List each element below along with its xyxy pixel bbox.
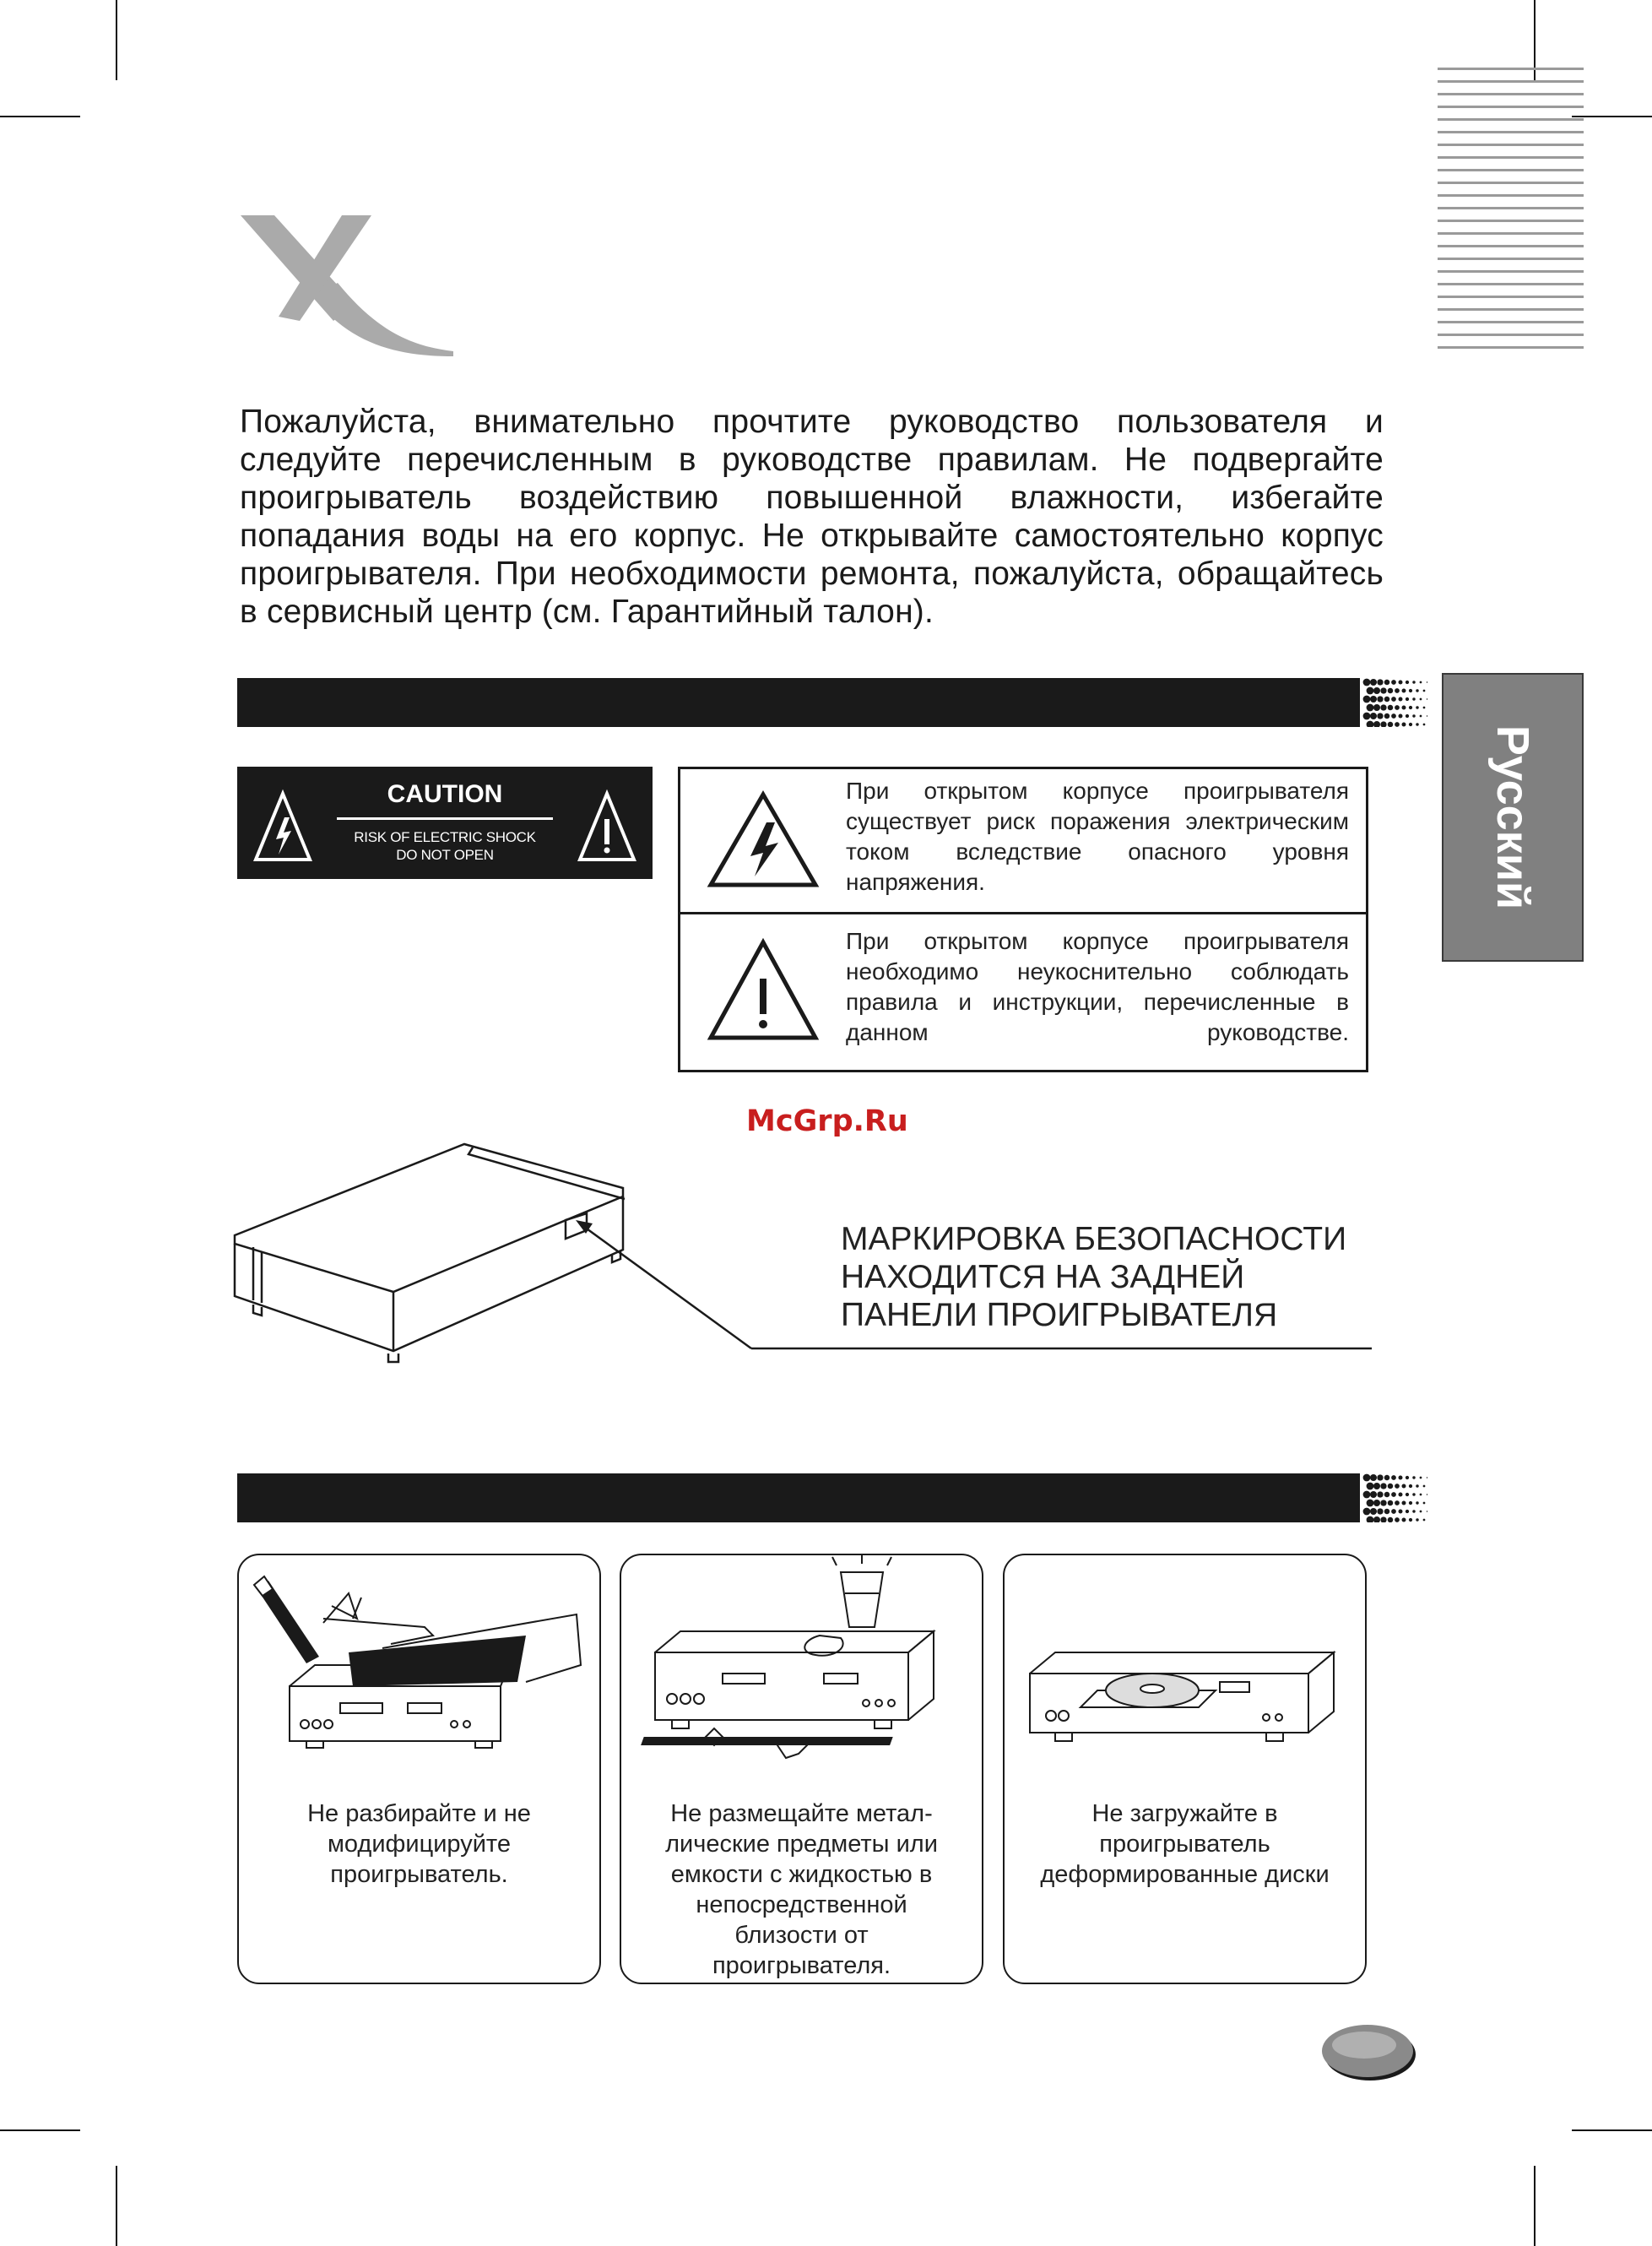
halftone-dot <box>1416 723 1418 725</box>
halftone-dot <box>1367 1483 1374 1490</box>
stripe-line <box>1438 118 1584 121</box>
safety-marking-note <box>841 1220 1373 1334</box>
halftone-dot <box>1363 1508 1371 1516</box>
lightning-warning-icon <box>252 782 313 866</box>
halftone-dot <box>1377 1491 1383 1497</box>
card-caption-line: емкости с жидкостью в <box>670 1861 933 1888</box>
halftone-dot <box>1380 1516 1386 1522</box>
stripe-line <box>1438 182 1584 184</box>
stripe-line <box>1438 156 1584 159</box>
intro-paragraph: Пожалуйста, внимательно прочтите руководство пользователя и следуйте перечисленным в руководстве правилам. Не подвергайте проигрыватель воздействию повышенной влажности, избегайте попадания воды на его корпус. Не открывайте самостоятельно корпус проигрывателя. При необходимости ремонта, пожалуйста, обращайтесь в сервисный центр (см. Гарантийный талон). <box>240 404 1384 630</box>
halftone-dot <box>1363 1474 1371 1482</box>
halftone-dot <box>1399 1493 1403 1497</box>
halftone-dot <box>1380 721 1386 727</box>
halftone-dot <box>1412 697 1415 700</box>
crop-mark <box>116 2166 117 2246</box>
halftone-dot <box>1420 1477 1422 1479</box>
halftone-dot <box>1373 704 1380 711</box>
crop-mark <box>1572 2129 1652 2131</box>
halftone-dot <box>1370 713 1377 719</box>
halftone-dot <box>1406 1510 1409 1513</box>
halftone-dot <box>1406 681 1409 684</box>
halftone-dot <box>1395 705 1400 710</box>
halftone-dot <box>1412 1476 1415 1478</box>
halftone-dot <box>1402 689 1406 693</box>
halftone-dot <box>1399 697 1403 702</box>
language-tab-label: Русский <box>1487 724 1538 910</box>
halftone-dot <box>1391 697 1396 702</box>
halftone-dot <box>1373 1483 1380 1489</box>
halftone-dot <box>1395 1484 1400 1489</box>
halftone-dot <box>1384 1492 1390 1498</box>
halftone-dot <box>1370 1491 1377 1498</box>
stripe-line <box>1438 346 1584 349</box>
halftone-dot <box>1420 681 1422 684</box>
precaution-card-discs <box>1003 1554 1367 1984</box>
halftone-dot <box>1373 687 1380 694</box>
halftone-dot <box>1412 1510 1415 1512</box>
halftone-dot <box>1409 689 1412 692</box>
halftone-dot <box>1363 713 1371 720</box>
halftone-dot <box>1373 721 1380 727</box>
halftone-dot <box>1406 714 1409 718</box>
halftone-dot <box>1406 1493 1409 1496</box>
halftone-dot <box>1409 1484 1412 1488</box>
card-caption-line: деформированные диски <box>1040 1861 1330 1888</box>
halftone-dot <box>1420 1494 1422 1496</box>
halftone-dot <box>1388 1517 1394 1522</box>
stripe-line <box>1438 258 1584 260</box>
card-caption-line: Не загружайте в <box>1091 1800 1278 1827</box>
halftone-dot <box>1423 1519 1426 1522</box>
halftone-dot <box>1412 714 1415 717</box>
liquid-metal-illustration <box>621 1555 982 1775</box>
caution-title: CAUTION <box>387 780 503 808</box>
halftone-dot <box>1402 706 1406 710</box>
halftone-dot <box>1416 1518 1418 1521</box>
halftone-dot <box>1391 1509 1396 1514</box>
stripe-line <box>1438 80 1584 83</box>
halftone-dot <box>1377 696 1383 702</box>
card-caption <box>630 1798 973 1981</box>
stripe-line <box>1438 169 1584 171</box>
halftone-dot <box>1409 706 1412 709</box>
halftone-dot <box>1380 704 1386 710</box>
halftone-dot <box>1416 1484 1418 1487</box>
stripe-line <box>1438 296 1584 298</box>
marking-line: НАХОДИТСЯ НА ЗАДНЕЙ <box>841 1259 1245 1295</box>
halftone-dot <box>1380 1483 1386 1489</box>
crop-mark <box>116 0 117 80</box>
stripe-line <box>1438 232 1584 235</box>
halftone-dot <box>1388 688 1394 694</box>
halftone-dot <box>1406 1476 1409 1479</box>
halftone-dot <box>1399 714 1403 719</box>
halftone-dot <box>1377 679 1383 685</box>
halftone-dot <box>1412 1493 1415 1495</box>
halftone-dot <box>1367 1500 1374 1507</box>
halftone-dot <box>1420 698 1422 701</box>
section-header-bar <box>237 1473 1427 1522</box>
card-caption-line: модифицируйте <box>327 1831 511 1858</box>
halftone-dot <box>1367 687 1374 695</box>
marking-line: МАРКИРОВКА БЕЗОПАСНОСТИ <box>841 1221 1347 1257</box>
halftone-dot <box>1391 1475 1396 1480</box>
precaution-card-liquids <box>620 1554 983 1984</box>
halftone-dot <box>1367 704 1374 712</box>
halftone-dot <box>1370 696 1377 703</box>
watermark: McGrp.Ru <box>746 1104 908 1138</box>
halftone-dot <box>1363 696 1371 703</box>
halftone-dot <box>1402 1518 1406 1522</box>
halftone-dot <box>1420 715 1422 718</box>
halftone-dot <box>1409 1518 1412 1522</box>
halftone-dot <box>1412 681 1415 683</box>
halftone-dot <box>1395 722 1400 727</box>
halftone-dot <box>1388 705 1394 711</box>
warnings-table <box>678 767 1368 1072</box>
card-caption-line: близости от <box>734 1922 869 1949</box>
halftone-dot <box>1402 1484 1406 1489</box>
halftone-dot <box>1391 680 1396 685</box>
stripe-line <box>1438 308 1584 311</box>
caution-label <box>237 767 653 879</box>
precaution-card-disassemble <box>237 1554 601 1984</box>
card-caption-line: непосредственной <box>696 1891 907 1918</box>
stripe-line <box>1438 334 1584 336</box>
halftone-dot <box>1373 1500 1380 1506</box>
halftone-dot <box>1406 697 1409 701</box>
crop-mark <box>1572 116 1652 117</box>
stripe-line <box>1438 283 1584 285</box>
halftone-dot <box>1402 1501 1406 1505</box>
halftone-dot <box>1380 1500 1386 1505</box>
halftone-dot <box>1373 1516 1380 1522</box>
marking-line: ПАНЕЛИ ПРОИГРЫВАТЕЛЯ <box>841 1297 1278 1333</box>
halftone-dot <box>1370 1474 1377 1481</box>
stripe-line <box>1438 321 1584 323</box>
halftone-dot <box>1402 723 1406 727</box>
halftone-dot <box>1388 1500 1394 1506</box>
caution-subtitle <box>313 828 577 864</box>
halftone-dot <box>1423 1502 1426 1505</box>
halftone-dot <box>1420 1511 1422 1513</box>
halftone-dot <box>1391 713 1396 719</box>
stripe-line <box>1438 131 1584 133</box>
card-caption-line: лические предметы или <box>665 1831 938 1858</box>
stripe-line <box>1438 220 1584 222</box>
brand-logo <box>232 211 460 363</box>
card-caption <box>247 1798 591 1890</box>
halftone-dot <box>1384 1509 1390 1515</box>
card-caption-line: проигрыватель <box>1099 1831 1270 1858</box>
halftone-dot <box>1391 1492 1396 1497</box>
halftone-dot <box>1399 1476 1403 1480</box>
stripe-line <box>1438 245 1584 247</box>
page-number-oval <box>1320 2021 1417 2082</box>
halftone-dot <box>1384 1475 1390 1481</box>
exclamation-warning-icon <box>577 782 637 866</box>
stripe-line <box>1438 194 1584 197</box>
halftone-dot <box>1370 679 1377 686</box>
stripe-line <box>1438 207 1584 209</box>
section-header-bar <box>237 678 1427 727</box>
card-caption-line: Не разбирайте и не <box>307 1800 531 1827</box>
disassembly-illustration <box>239 1555 599 1775</box>
crop-mark <box>0 2129 80 2131</box>
halftone-dot <box>1423 724 1426 726</box>
stripe-line <box>1438 270 1584 273</box>
halftone-dot <box>1409 723 1412 726</box>
halftone-dot <box>1423 1485 1426 1488</box>
halftone-dot <box>1423 707 1426 709</box>
halftone-dot <box>1363 679 1371 686</box>
halftone-dot <box>1370 1508 1377 1515</box>
lightning-warning-icon <box>704 790 822 892</box>
halftone-dot <box>1380 687 1386 693</box>
warning-text: При открытом корпусе проигрывателя необходимо неукоснительно соблюдать правила и инструкции, перечисленные в данном руководстве. <box>846 928 1349 1045</box>
caution-subtitle-line1: RISK OF ELECTRIC SHOCK <box>354 829 536 845</box>
halftone-dot <box>1395 1517 1400 1522</box>
halftone-dot <box>1384 680 1390 686</box>
halftone-dot <box>1416 689 1418 692</box>
halftone-dot <box>1367 1516 1374 1522</box>
halftone-dot <box>1416 1501 1418 1504</box>
halftone-dot <box>1416 706 1418 708</box>
card-caption-line: Не размещайте метал- <box>670 1800 933 1827</box>
halftone-dot <box>1399 681 1403 685</box>
caution-subtitle-line2: DO NOT OPEN <box>396 847 494 863</box>
language-tab[interactable] <box>1442 673 1584 962</box>
crop-mark <box>1534 2166 1536 2246</box>
halftone-dot <box>1399 1510 1403 1514</box>
deformed-disc-illustration <box>1005 1555 1365 1775</box>
stripe-line <box>1438 93 1584 95</box>
halftone-dot <box>1388 1484 1394 1489</box>
card-caption <box>1013 1798 1357 1890</box>
halftone-dot <box>1377 1474 1383 1480</box>
stripe-line <box>1438 68 1584 70</box>
crop-mark <box>0 116 80 117</box>
halftone-dot <box>1384 713 1390 719</box>
caution-divider <box>337 817 553 820</box>
halftone-dot <box>1363 1491 1371 1499</box>
halftone-dot <box>1395 688 1400 693</box>
warning-divider <box>680 912 1366 914</box>
halftone-dot <box>1388 722 1394 727</box>
stripe-line <box>1438 106 1584 108</box>
halftone-dot <box>1423 690 1426 692</box>
decorative-stripes <box>1438 68 1584 359</box>
halftone-dot <box>1384 697 1390 703</box>
card-caption-line: проигрывателя. <box>712 1952 891 1979</box>
halftone-dot <box>1377 1508 1383 1514</box>
stripe-line <box>1438 144 1584 146</box>
warning-text: При открытом корпусе проигрывателя существует риск поражения электрическим током вследствие опасного уровня напряжения. <box>846 778 1349 895</box>
halftone-dot <box>1377 713 1383 719</box>
halftone-dot <box>1395 1500 1400 1505</box>
exclamation-warning-icon <box>704 938 822 1044</box>
halftone-dot <box>1367 721 1374 727</box>
card-caption-line: проигрыватель. <box>330 1861 508 1888</box>
halftone-dot <box>1409 1501 1412 1505</box>
